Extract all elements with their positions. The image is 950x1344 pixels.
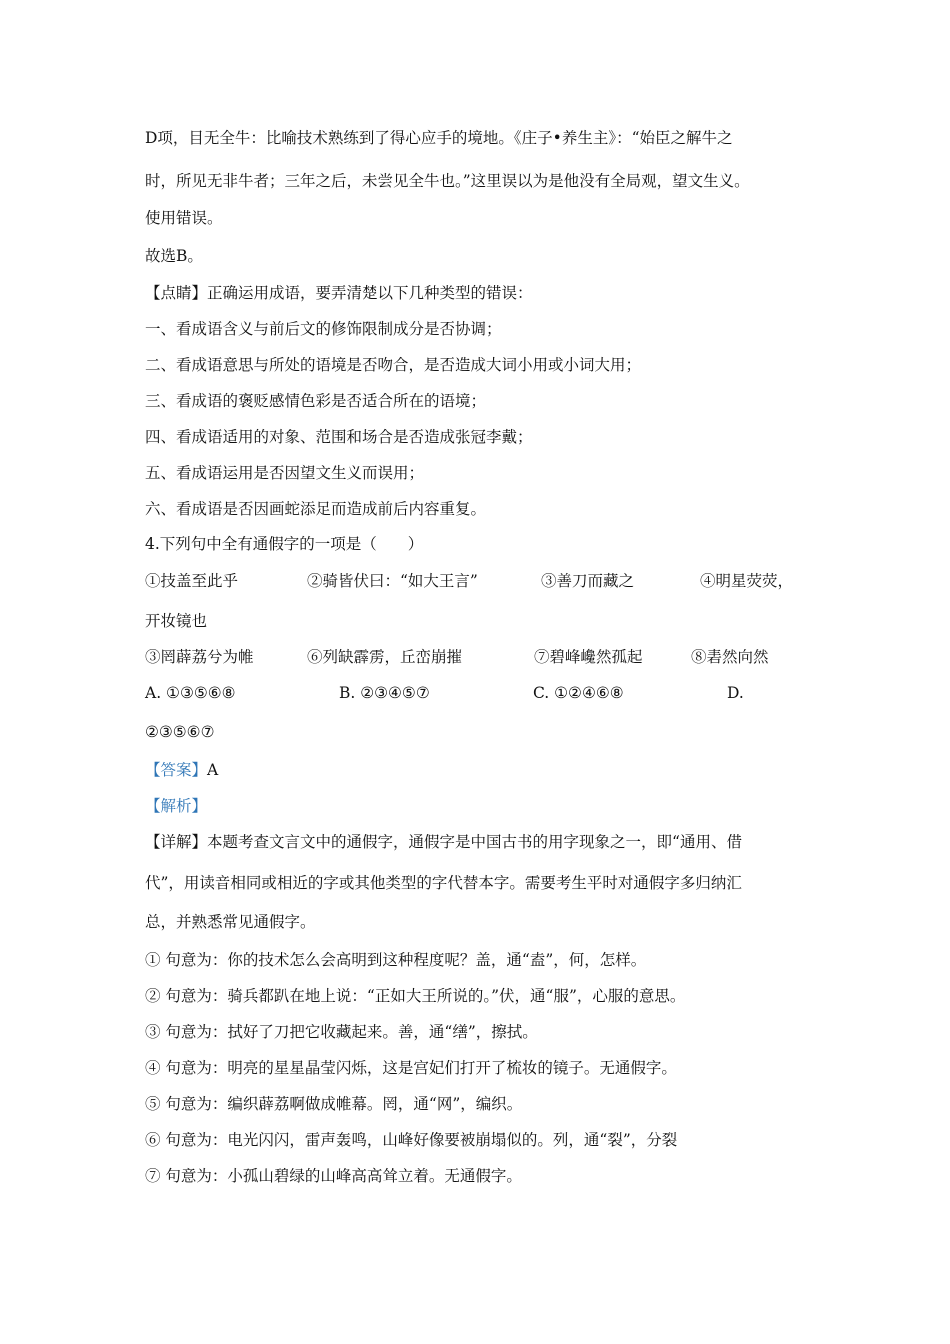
answer-line (145, 760, 218, 780)
tip-item: 二、看成语意思与所处的语境是否吻合，是否造成大词小用或小词大用； (145, 356, 642, 374)
sentence-8: ⑧砉然向然 (691, 648, 769, 666)
sentence-4b: 开妆镜也 (145, 612, 208, 630)
sentence-3: ③善刀而藏之 (541, 572, 635, 590)
prev-conclusion: 故选B。 (145, 247, 203, 265)
tip-text: 正确运用成语，要弄清楚以下几种类型的错误： (207, 284, 533, 302)
answer-label: 【答案】 (145, 761, 208, 779)
detail-line-3: 总，并熟悉常见通假字。 (145, 913, 316, 931)
prev-d-line-2: 时，所见无非牛者；三年之后，未尝见全牛也。”这里误以为是他没有全局观，望文生义。 (145, 172, 750, 190)
detail-item: ③ 句意为：拭好了刀把它收藏起来。善，通“缮”，擦拭。 (145, 1023, 538, 1041)
tip-paragraph (145, 283, 533, 303)
detail-item: ② 句意为：骑兵都趴在地上说：“正如大王所说的。”伏，通“服”，心服的意思。 (145, 987, 686, 1005)
detail-item: ⑤ 句意为：编织薜荔啊做成帷幕。罔，通“网”，编织。 (145, 1095, 523, 1113)
sentence-5: ③罔薜荔兮为帷 (145, 648, 254, 666)
tip-item: 一、看成语含义与前后文的修饰限制成分是否协调； (145, 320, 502, 338)
tip-item: 四、看成语适用的对象、范围和场合是否造成张冠李戴； (145, 428, 533, 446)
detail-item: ① 句意为：你的技术怎么会高明到这种程度呢？盖，通“盍”，何，怎样。 (145, 951, 647, 969)
question-stem: 4.下列句中全有通假字的一项是（ ） (145, 535, 424, 553)
prev-d-line-1: D项，目无全牛：比喻技术熟练到了得心应手的境地。《庄子•养生主》：“始臣之解牛之 (145, 129, 733, 147)
option-a: A. ①③⑤⑥⑧ (145, 684, 236, 702)
detail-text: 本题考查文言文中的通假字，通假字是中国古书的用字现象之一，即“通用、借 (207, 833, 742, 851)
detail-item: ④ 句意为：明亮的星星晶莹闪烁，这是宫妃们打开了梳妆的镜子。无通假字。 (145, 1059, 677, 1077)
sentence-1: ①技盖至此乎 (145, 572, 239, 590)
option-d: D. (727, 684, 744, 702)
sentence-7: ⑦碧峰巉然孤起 (534, 648, 643, 666)
option-c: C. ①②④⑥⑧ (533, 684, 624, 702)
analysis-label: 【解析】 (145, 797, 208, 815)
sentence-6: ⑥列缺霹雳，丘峦崩摧 (307, 648, 463, 666)
tip-item: 六、看成语是否因画蛇添足而造成前后内容重复。 (145, 500, 487, 518)
detail-line-1 (145, 832, 742, 852)
sentence-2: ②骑皆伏曰：“如大王言” (307, 572, 478, 590)
detail-label: 【详解】 (145, 833, 208, 851)
tip-item: 五、看成语运用是否因望文生义而误用； (145, 464, 425, 482)
tip-label: 【点睛】 (145, 284, 208, 302)
sentence-4a: ④明星荧荧， (700, 572, 794, 590)
tip-item: 三、看成语的褒贬感情色彩是否适合所在的语境； (145, 392, 487, 410)
detail-item: ⑥ 句意为：电光闪闪，雷声轰鸣，山峰好像要被崩塌似的。列，通“裂”，分裂 (145, 1131, 678, 1149)
detail-item: ⑦ 句意为：小孤山碧绿的山峰高高耸立着。无通假字。 (145, 1167, 522, 1185)
option-b: B. ②③④⑤⑦ (339, 684, 430, 702)
prev-d-line-3: 使用错误。 (145, 209, 223, 227)
answer-value: A (207, 761, 219, 779)
detail-line-2: 代”，用读音相同或相近的字或其他类型的字代替本字。需要考生平时对通假字多归纳汇 (145, 874, 742, 892)
option-d-value: ②③⑤⑥⑦ (145, 723, 215, 741)
